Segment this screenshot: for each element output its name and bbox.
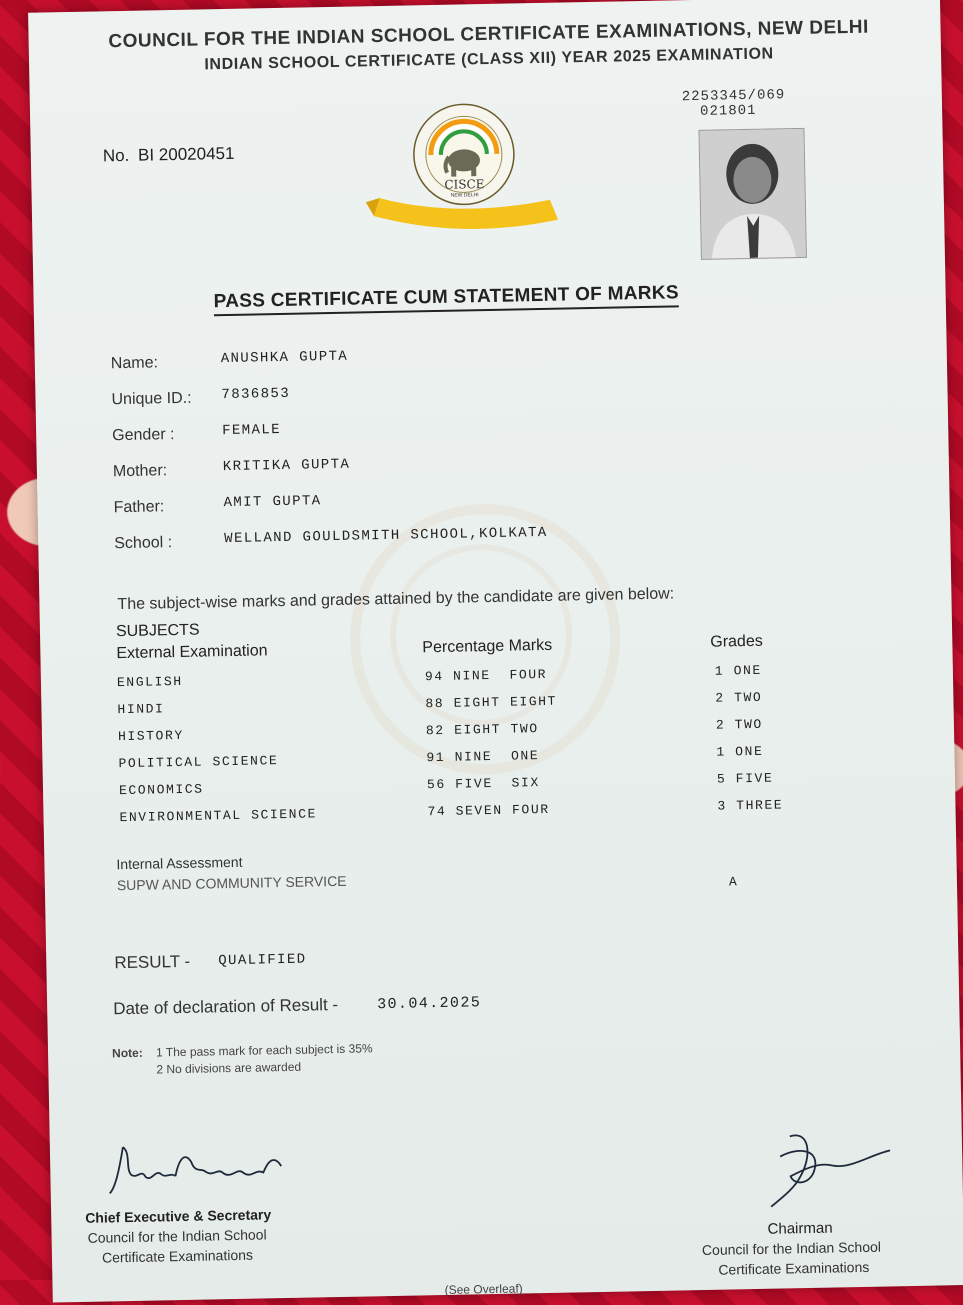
candidate-photo — [698, 128, 806, 260]
certificate-sheet — [28, 0, 963, 1303]
internal-subject: SUPW AND COMMUNITY SERVICE — [116, 872, 347, 894]
subject-name: HISTORY — [117, 727, 184, 745]
subject-grade: 1 ONE — [714, 662, 763, 679]
chairman-title: Chairman — [767, 1219, 833, 1238]
note-line-1: 1 The pass mark for each subject is 35% — [155, 1041, 373, 1060]
declaration-date-value: 30.04.2025 — [377, 994, 482, 1014]
council-heading: COUNCIL FOR THE INDIAN SCHOOL CERTIFICATE EXAMINATIONS, NEW DELHI — [108, 16, 869, 53]
reference-line-2: 021801 — [699, 102, 757, 120]
certificate-number — [103, 144, 235, 167]
external-exam-heading: External Examination — [116, 642, 268, 663]
unique-id-label: Unique ID.: — [111, 389, 192, 409]
chief-executive-signature-icon — [105, 1136, 296, 1200]
chief-executive-org-line-1: Council for the Indian School — [87, 1226, 267, 1246]
mother-label: Mother: — [112, 462, 168, 481]
reference-line-1: 2253345/069 — [681, 87, 786, 106]
logo-subtext: NEW DELHI — [450, 192, 479, 199]
chairman-org-line-1: Council for the Indian School — [701, 1238, 882, 1259]
subject-name: ENVIRONMENTAL SCIENCE — [119, 806, 318, 826]
subject-grade: 2 TWO — [715, 716, 764, 733]
subject-grade: 1 ONE — [716, 743, 764, 760]
subject-name: HINDI — [117, 701, 165, 718]
name-value: ANUSHKA GUPTA — [220, 348, 349, 368]
gender-label: Gender : — [112, 426, 175, 445]
exam-heading: INDIAN SCHOOL CERTIFICATE (CLASS XII) YEAR 2025 EXAMINATION — [204, 45, 774, 74]
result-label: RESULT - — [114, 951, 191, 973]
subject-grade: 3 THREE — [717, 797, 784, 814]
mother-value: KRITIKA GUPTA — [222, 456, 351, 476]
father-label: Father: — [113, 498, 165, 517]
chief-executive-org-line-2: Certificate Examinations — [101, 1246, 254, 1266]
logo-text: CISCE — [444, 177, 485, 192]
subject-marks: 82 EIGHT TWO — [425, 721, 539, 739]
subjects-heading: SUBJECTS — [115, 621, 200, 641]
see-overleaf: (See Overleaf) — [444, 1281, 523, 1297]
subject-name: ENGLISH — [116, 673, 183, 691]
subject-name: POLITICAL SCIENCE — [118, 753, 279, 772]
subject-grade: 5 FIVE — [716, 770, 774, 787]
subject-marks: 91 NINE ONE — [426, 748, 540, 766]
document-title: PASS CERTIFICATE CUM STATEMENT OF MARKS — [213, 282, 679, 316]
subject-marks: 88 EIGHT EIGHT — [425, 693, 558, 712]
marks-intro: The subject-wise marks and grades attained by the candidate are given below: — [117, 585, 675, 614]
subject-grade: 2 TWO — [715, 689, 763, 706]
unique-id-value: 7836853 — [221, 385, 291, 404]
internal-grade: A — [728, 874, 739, 890]
subject-name: ECONOMICS — [118, 781, 204, 799]
reference-number — [682, 88, 786, 120]
grades-heading: Grades — [710, 632, 763, 651]
school-value: WELLAND GOULDSMITH SCHOOL,KOLKATA — [224, 524, 548, 548]
cisce-emblem-icon — [358, 94, 571, 238]
gender-value: FEMALE — [221, 421, 282, 440]
candidate-portrait-icon — [699, 129, 805, 259]
name-label: Name: — [110, 354, 159, 373]
certificate-number-label: No. — [102, 145, 130, 166]
declaration-date-label: Date of declaration of Result - — [113, 994, 339, 1019]
subject-marks: 94 NINE FOUR — [424, 666, 548, 685]
chairman-signature-icon — [750, 1124, 902, 1217]
chairman-org-line-2: Certificate Examinations — [718, 1258, 870, 1278]
cisce-logo — [358, 94, 571, 238]
chief-executive-title: Chief Executive & Secretary — [85, 1206, 272, 1226]
subject-marks: 74 SEVEN FOUR — [427, 801, 550, 820]
note-line-2: 2 No divisions are awarded — [156, 1059, 302, 1077]
result-value: QUALIFIED — [218, 951, 307, 970]
note-label: Note: — [111, 1045, 143, 1061]
school-label: School : — [114, 534, 173, 553]
certificate-number-value: BI 20020451 — [137, 143, 235, 165]
father-value: AMIT GUPTA — [223, 493, 322, 512]
subject-marks: 56 FIVE SIX — [426, 775, 540, 793]
internal-assessment-heading: Internal Assessment — [116, 853, 243, 873]
percentage-marks-heading: Percentage Marks — [422, 636, 553, 657]
